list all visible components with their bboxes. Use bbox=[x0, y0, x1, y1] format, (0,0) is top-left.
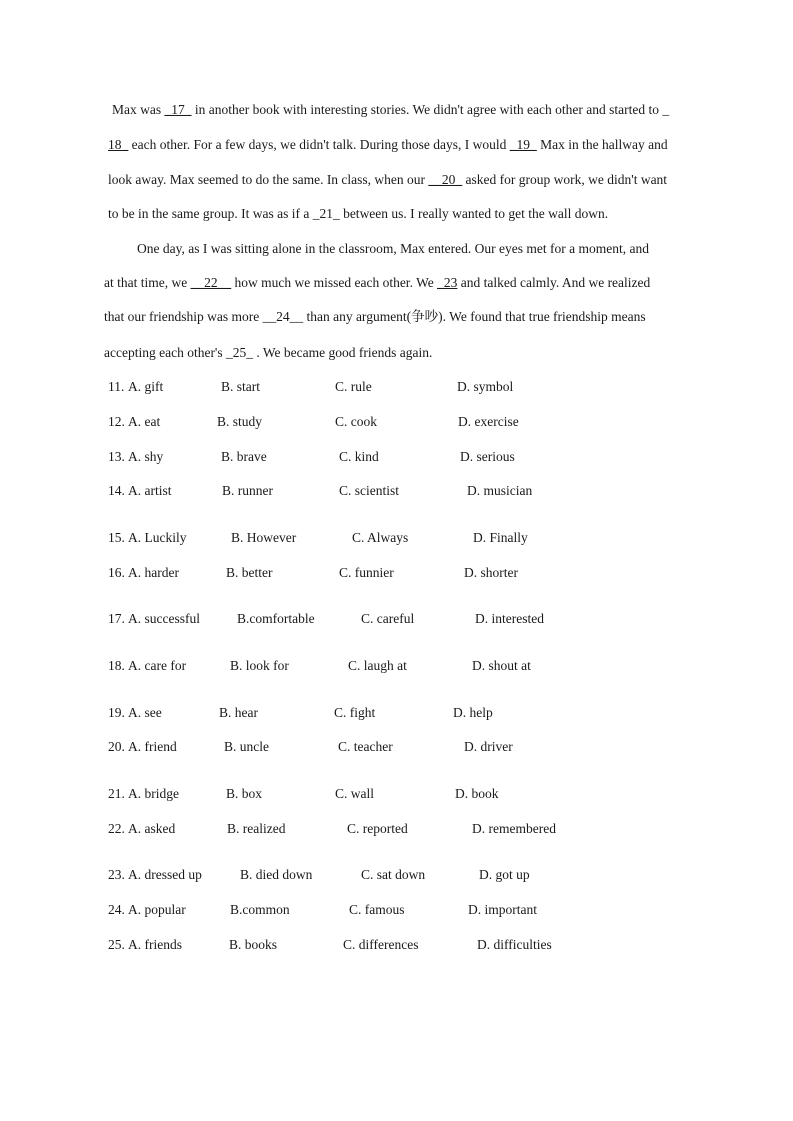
option-c: C. laugh at bbox=[348, 658, 407, 673]
option-d: D. Finally bbox=[473, 530, 528, 545]
option-d: D. symbol bbox=[457, 379, 514, 394]
option-d: D. remembered bbox=[472, 821, 556, 836]
option-b: B. died down bbox=[240, 867, 313, 882]
option-a: A. see bbox=[128, 705, 162, 720]
option-a: A. friend bbox=[128, 739, 177, 754]
question-row bbox=[0, 901, 700, 919]
question-number: 16. bbox=[108, 565, 125, 580]
option-c: C. cook bbox=[335, 414, 377, 429]
passage-text: in another book with interesting stories. We didn't agree with each other and started to _ bbox=[191, 102, 670, 117]
question-number: 15. bbox=[108, 530, 125, 545]
question-row bbox=[0, 482, 700, 500]
option-d: D. book bbox=[455, 786, 499, 801]
option-c: C. Always bbox=[352, 530, 409, 545]
question-row bbox=[0, 610, 700, 628]
question-number: 14. bbox=[108, 483, 125, 498]
passage-line bbox=[108, 205, 608, 223]
option-a: A. popular bbox=[128, 902, 186, 917]
passage-text: to be in the same group. It was as if a _21_ between us. I really wanted to get the wall down. bbox=[108, 206, 609, 221]
blank: __22__ bbox=[190, 275, 232, 290]
passage-text: accepting each other's _25_ . We became good friends again. bbox=[104, 345, 433, 360]
option-c: C. differences bbox=[343, 937, 419, 952]
option-a: A. harder bbox=[128, 565, 179, 580]
question-row bbox=[0, 866, 700, 884]
question-row bbox=[0, 704, 700, 722]
option-a: A. dressed up bbox=[128, 867, 202, 882]
option-b: B. However bbox=[231, 530, 297, 545]
option-d: D. important bbox=[468, 902, 537, 917]
option-c: C. funnier bbox=[339, 565, 394, 580]
blank: __20_ bbox=[428, 172, 463, 187]
option-b: B.comfortable bbox=[237, 611, 315, 626]
option-c: C. teacher bbox=[338, 739, 393, 754]
question-row bbox=[0, 936, 700, 954]
passage-line bbox=[104, 344, 432, 362]
option-b: B. uncle bbox=[224, 739, 269, 754]
question-number: 11. bbox=[108, 379, 125, 394]
blank: _23 bbox=[437, 275, 458, 290]
option-b: B. books bbox=[229, 937, 278, 952]
question-row bbox=[0, 657, 700, 675]
option-a: A. shy bbox=[128, 449, 164, 464]
option-c: C. sat down bbox=[361, 867, 426, 882]
question-number: 13. bbox=[108, 449, 125, 464]
passage-text: and talked calmly. And we realized bbox=[457, 275, 651, 290]
passage-text: look away. Max seemed to do the same. In class, when our bbox=[108, 172, 429, 187]
option-d: D. shorter bbox=[464, 565, 518, 580]
option-b: B. study bbox=[217, 414, 263, 429]
option-b: B. runner bbox=[222, 483, 273, 498]
option-a: A. care for bbox=[128, 658, 187, 673]
option-d: D. exercise bbox=[458, 414, 519, 429]
passage-text: that our friendship was more __24__ than any argument(争吵). We found that true friendship means bbox=[104, 309, 646, 324]
option-a: A. Luckily bbox=[128, 530, 187, 545]
option-a: A. successful bbox=[128, 611, 200, 626]
option-c: C. careful bbox=[361, 611, 415, 626]
question-row bbox=[0, 738, 700, 756]
option-d: D. musician bbox=[467, 483, 533, 498]
option-c: C. kind bbox=[339, 449, 379, 464]
blank: _17_ bbox=[164, 102, 192, 117]
passage-text: how much we missed each other. We bbox=[231, 275, 438, 290]
passage-text: each other. For a few days, we didn't talk. During those days, I would bbox=[128, 137, 510, 152]
option-b: B. hear bbox=[219, 705, 258, 720]
question-number: 23. bbox=[108, 867, 125, 882]
option-a: A. bridge bbox=[128, 786, 179, 801]
passage-text: asked for group work, we didn't want bbox=[462, 172, 668, 187]
option-a: A. gift bbox=[128, 379, 164, 394]
passage-line bbox=[108, 171, 667, 189]
question-number: 24. bbox=[108, 902, 125, 917]
question-row bbox=[0, 785, 700, 803]
option-a: A. eat bbox=[128, 414, 161, 429]
option-b: B.common bbox=[230, 902, 290, 917]
option-d: D. driver bbox=[464, 739, 513, 754]
question-number: 22. bbox=[108, 821, 125, 836]
option-c: C. famous bbox=[349, 902, 405, 917]
option-d: D. shout at bbox=[472, 658, 531, 673]
passage-text: Max in the hallway and bbox=[536, 137, 668, 152]
question-number: 17. bbox=[108, 611, 125, 626]
question-row bbox=[0, 529, 700, 547]
option-c: C. wall bbox=[335, 786, 374, 801]
option-c: C. rule bbox=[335, 379, 372, 394]
passage-text: at that time, we bbox=[104, 275, 191, 290]
passage-text: Max was bbox=[112, 102, 165, 117]
question-row bbox=[0, 564, 700, 582]
option-a: A. asked bbox=[128, 821, 176, 836]
passage-line bbox=[112, 101, 669, 119]
passage-line bbox=[104, 308, 646, 326]
option-d: D. interested bbox=[475, 611, 544, 626]
passage-line bbox=[104, 274, 650, 292]
option-d: D. serious bbox=[460, 449, 515, 464]
option-b: B. brave bbox=[221, 449, 267, 464]
question-number: 21. bbox=[108, 786, 125, 801]
question-number: 18. bbox=[108, 658, 125, 673]
option-d: D. help bbox=[453, 705, 493, 720]
option-a: A. friends bbox=[128, 937, 182, 952]
question-row bbox=[0, 448, 700, 466]
option-c: C. fight bbox=[334, 705, 376, 720]
question-row bbox=[0, 413, 700, 431]
option-b: B. start bbox=[221, 379, 260, 394]
option-b: B. realized bbox=[227, 821, 286, 836]
blank: 18_ bbox=[108, 137, 129, 152]
option-c: C. scientist bbox=[339, 483, 399, 498]
option-b: B. look for bbox=[230, 658, 289, 673]
passage-line bbox=[108, 136, 668, 154]
question-number: 25. bbox=[108, 937, 125, 952]
question-number: 19. bbox=[108, 705, 125, 720]
option-b: B. better bbox=[226, 565, 273, 580]
option-d: D. got up bbox=[479, 867, 530, 882]
option-c: C. reported bbox=[347, 821, 408, 836]
option-d: D. difficulties bbox=[477, 937, 552, 952]
question-number: 12. bbox=[108, 414, 125, 429]
passage-text: One day, as I was sitting alone in the classroom, Max entered. Our eyes met for a moment, and bbox=[137, 241, 649, 256]
question-number: 20. bbox=[108, 739, 125, 754]
question-row bbox=[0, 820, 700, 838]
passage-line bbox=[137, 240, 649, 258]
blank: _19_ bbox=[509, 137, 537, 152]
option-a: A. artist bbox=[128, 483, 172, 498]
option-b: B. box bbox=[226, 786, 263, 801]
question-row bbox=[0, 378, 700, 396]
